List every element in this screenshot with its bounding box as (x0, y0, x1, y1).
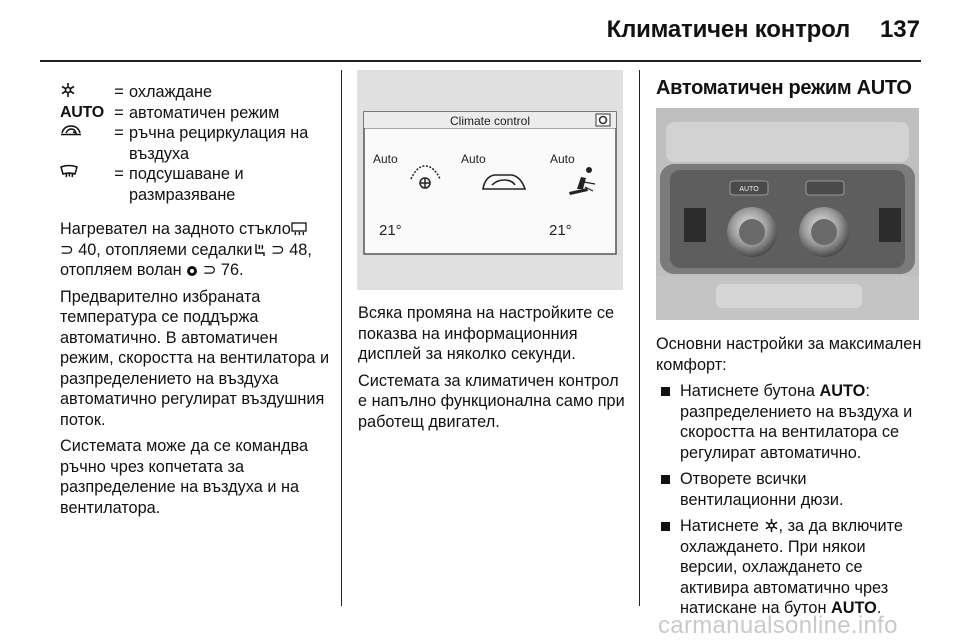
settings-icon (596, 114, 610, 126)
paragraph: Нагревател на задното стъкло ⊃ 40, отопляеми седалки ⊃ 48, отопляем волан ⊃ 76. (60, 220, 312, 279)
paragraph: Системата може да се командва ръчно чрез копчетата за разпределение на въздуха и на вентилатора. (60, 437, 309, 517)
legend-row: = охлаждане (60, 82, 330, 103)
header-rule (40, 60, 921, 62)
display-title: Climate control (449, 114, 531, 128)
bullet-icon (661, 475, 670, 484)
rear-window-heater-icon (291, 222, 307, 236)
section-heading: Автоматичен режим AUTO (656, 77, 912, 99)
column-divider (639, 70, 640, 606)
legend-text: охлаждане (129, 83, 213, 101)
panel-auto-button: AUTO (739, 186, 759, 193)
bullet-icon (661, 522, 670, 531)
list-item: Натиснете бутона AUTO: разпределението на въздуха и скоростта на вентилатора се регулират автоматично. (656, 381, 924, 463)
heated-steering-wheel-icon (186, 265, 198, 277)
climate-display-illustration (357, 70, 623, 290)
snowflake-icon (60, 82, 76, 98)
heated-seat-icon (252, 243, 266, 257)
list-item: Отворете всички вентилационни дюзи. (656, 469, 924, 510)
page-header-title: Климатичен контрол (606, 16, 850, 43)
watermark: carmanualsonline.info (658, 612, 898, 639)
paragraph: Основни настройки за максимален комфорт: (656, 335, 922, 374)
control-panel-photo (656, 108, 919, 320)
display-label-auto: Auto (461, 152, 486, 166)
display-label-auto: Auto (550, 152, 575, 166)
temperature-left: 21° (379, 222, 402, 239)
paragraph: Всяка промяна на настройките се показва на информационния дисплей за няколко секунди. (358, 304, 615, 363)
control-panel-illustration (656, 108, 919, 320)
legend-row: = ръчна рециркулация на въздуха (60, 123, 330, 164)
column-right-text (656, 334, 924, 625)
windscreen-demist-icon (60, 164, 78, 180)
paragraph: Системата за климатичен контрол е напълно функционална само при работещ двигател. (358, 371, 625, 431)
page-ref-icon: ⊃ (271, 240, 285, 259)
column-middle (358, 303, 630, 438)
air-recirculation-icon (60, 123, 82, 137)
paragraph: Предварително избраната температура се поддържа автоматично. В автоматичен режим, скоростта на вентилатора и разпределението на въздуха автоматично регулират въздушния поток. (60, 287, 330, 429)
display-label-auto: Auto (373, 152, 398, 166)
climate-display-figure (357, 70, 623, 290)
bullet-icon (661, 387, 670, 396)
page-number: 137 (879, 16, 920, 43)
page-ref-icon: ⊃ (202, 261, 217, 279)
legend-row: AUTO = автоматичен режим (60, 103, 330, 124)
auto-symbol: AUTO (60, 103, 104, 121)
list-item: Натиснете , за да включите охлаждането. При някои версии, охлаждането се активира автоматично чрез натискане на бутон AUTO. (656, 516, 924, 619)
legend-text: ръчна рециркулация на въздуха (129, 124, 309, 163)
column-divider (341, 70, 342, 606)
legend-text: автоматичен режим (129, 103, 280, 122)
snowflake-icon (764, 518, 779, 533)
column-left (60, 82, 330, 524)
legend-row: = подсушаване и размразяване (60, 164, 330, 205)
temperature-right: 21° (549, 222, 572, 239)
page-ref-icon: ⊃ (60, 240, 74, 259)
legend-text: подсушаване и размразяване (129, 165, 244, 204)
